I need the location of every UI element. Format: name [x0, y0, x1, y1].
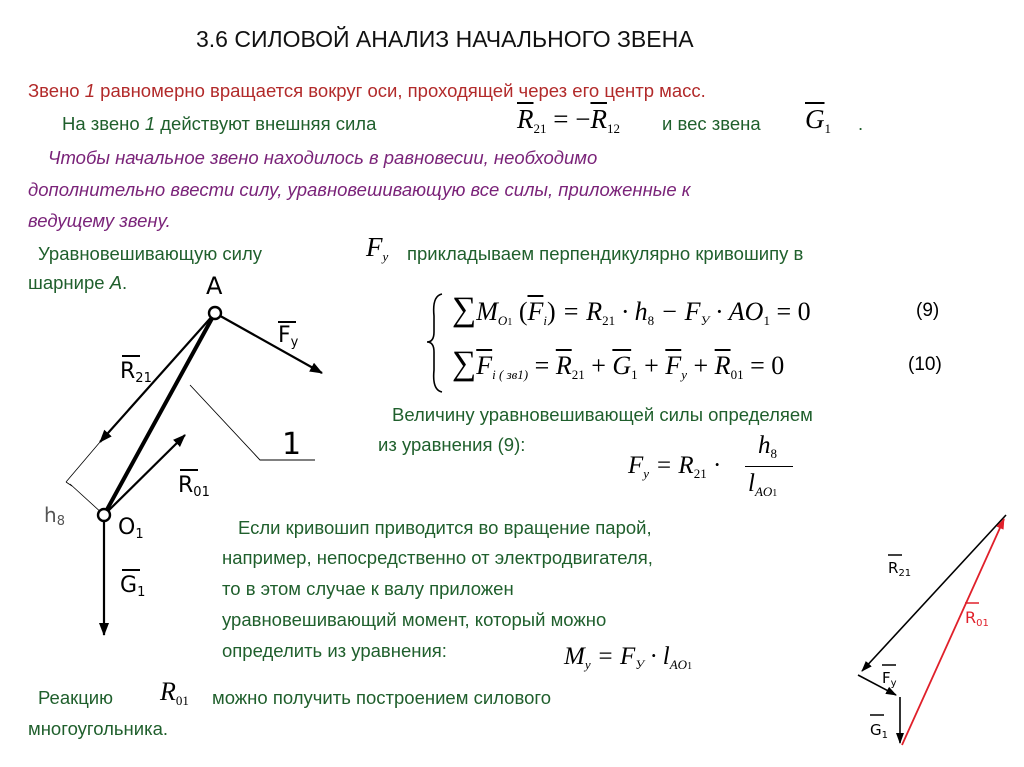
paragraph-6-line-2: например, непосредственно от электродвигателя, — [222, 547, 653, 568]
polygon-label-fy — [882, 669, 897, 689]
fy-symbol: F — [366, 232, 383, 262]
formula-fy-fraction — [628, 452, 721, 482]
eq10-f-sub: i ( зв1) — [492, 367, 529, 382]
fy-fraction-bar — [745, 466, 793, 467]
r21-subscript: 21 — [533, 121, 547, 136]
eq9-ao: · AO — [709, 297, 764, 326]
r21-symbol: $\overline{R}$ — [517, 104, 534, 134]
fy-frac-num-h: h — [758, 432, 771, 459]
fy-frac-r-sub: 21 — [693, 466, 707, 481]
label-link-1: 1 — [282, 427, 302, 462]
eq9-sum: ∑ — [452, 291, 477, 328]
polygon-label-fy-sub: y — [890, 678, 897, 689]
label-h8-h: h — [44, 503, 57, 527]
r01-arrow — [104, 435, 185, 515]
p1-text-a: Звено — [28, 80, 85, 101]
polygon-label-r21 — [888, 559, 911, 579]
label-r21 — [120, 359, 152, 386]
fy-frac-den-1: 1 — [772, 488, 778, 499]
label-o1 — [118, 515, 144, 542]
r12-symbol: $\overline{R}$ — [590, 104, 607, 134]
label-o1-sub: 1 — [135, 527, 144, 542]
p4-text-c: шарнире — [28, 272, 110, 293]
eq9-m: M — [476, 297, 498, 326]
fy-frac-f-sub: y — [643, 466, 650, 481]
p2-text-a: На звено — [62, 113, 145, 134]
fy-frac-den-l: l — [748, 470, 755, 497]
fy-fraction-numerator — [758, 432, 777, 462]
label-r01-r: R — [178, 473, 194, 498]
eq9-r-sub: 21 — [602, 313, 616, 328]
eq9-h: · h — [615, 297, 648, 326]
g1-symbol: $\overline{G}$ — [805, 104, 825, 134]
label-r01 — [178, 473, 210, 500]
paragraph-6-line-5: определить из уравнения: — [222, 640, 447, 661]
label-a: A — [206, 272, 223, 300]
eq10-fy: $\overline{F}$ — [665, 351, 682, 380]
eq10-r21-sub: 21 — [571, 367, 585, 382]
eq10-f: $\overline{F}$ — [476, 351, 493, 380]
h8-tick — [66, 482, 72, 486]
polygon-r21-vector — [862, 515, 1006, 671]
polygon-label-r21-r: R — [888, 559, 899, 577]
eq9-end: = 0 — [769, 297, 811, 326]
paragraph-3-line-2: дополнительно ввести силу, уравновешивающую все силы, приложенные к — [28, 179, 691, 200]
m-y-m-sub: y — [584, 657, 591, 672]
r01-symbol: R — [160, 677, 176, 706]
r21-arrow — [100, 313, 215, 442]
label-fy-f: F — [278, 323, 291, 348]
fy-frac-den-sub — [755, 484, 777, 499]
paragraph-7-text-b: можно получить построением силового — [212, 687, 551, 708]
formula-fy — [366, 232, 388, 265]
formula-m-y — [564, 643, 692, 673]
eq10-plus-3: + — [687, 351, 715, 380]
fy-arrow — [215, 313, 322, 373]
p2-link-number: 1 — [144, 113, 156, 134]
p2-text-c: действуют внешняя сила — [155, 113, 377, 134]
polygon-label-r21-sub: 21 — [898, 568, 912, 579]
equation-10 — [452, 345, 784, 383]
label-g1 — [120, 573, 145, 600]
label-fy-sub: y — [290, 335, 299, 350]
r01-subscript: 01 — [175, 693, 189, 708]
eq10-plus-2: + — [637, 351, 666, 380]
eq10-fy-sub: y — [681, 367, 687, 382]
m-y-l-sub — [670, 657, 692, 672]
label-o1-o: O — [118, 515, 136, 540]
eq9-h-sub: 8 — [647, 313, 655, 328]
fy-subscript: y — [382, 249, 389, 264]
paragraph-2-dot: . — [858, 113, 864, 134]
label-h8-sub: 8 — [56, 514, 65, 529]
paragraph-7-text-a: Реакцию — [38, 687, 114, 708]
m-y-l-ao: AO — [669, 657, 688, 672]
eq10-r01-sub: 01 — [730, 367, 744, 382]
m-y-f: = F — [590, 643, 636, 670]
fy-frac-dot: · — [706, 452, 722, 479]
eq10-g: $\overline{G}$ — [612, 351, 632, 380]
eq9-fy-sub: У — [700, 313, 710, 328]
eq10-end: = 0 — [743, 351, 785, 380]
formula-r21-equals-r12 — [517, 104, 620, 137]
m-y-l: · l — [644, 643, 670, 670]
paragraph-4-text-b: прикладываем перпендикулярно кривошипу в — [407, 243, 804, 264]
fy-frac-f: F — [628, 452, 644, 479]
m-y-l-1: 1 — [687, 661, 693, 672]
eq10-r21: $\overline{R}$ — [555, 351, 572, 380]
paragraph-6-line-3: то в этом случае к валу приложен — [222, 578, 514, 599]
paragraph-4-text-a: Уравновешивающую силу — [38, 243, 263, 264]
eq9-m-sub — [498, 313, 512, 328]
p4-dot: . — [122, 272, 128, 293]
paragraph-6-line-1: Если кривошип приводится во вращение парой, — [238, 517, 652, 538]
p4-hinge-a: А — [109, 272, 123, 293]
eq10-sum: ∑ — [452, 345, 477, 382]
equals-minus: = − — [546, 104, 591, 134]
paragraph-1 — [28, 80, 706, 102]
label-fy — [278, 323, 299, 350]
r12-subscript: 12 — [606, 121, 620, 136]
eq10-r01: $\overline{R}$ — [714, 351, 731, 380]
polygon-label-g1 — [870, 721, 888, 741]
fy-frac-den-ao: AO — [754, 484, 773, 499]
paragraph-2-text-d: и вес звена — [662, 113, 761, 134]
paragraph-2-text-a — [62, 113, 376, 135]
paragraph-7-line-2: многоугольника. — [28, 718, 169, 739]
fy-frac-num-sub: 8 — [770, 446, 777, 461]
eq9-f-sub: i — [543, 313, 547, 328]
label-r21-r: R — [120, 359, 136, 384]
paragraph-3-line-1: Чтобы начальное звено находилось в равновесии, необходимо — [48, 147, 598, 168]
p1-text-c: равномерно вращается вокруг оси, проходящей через его центр масс. — [95, 80, 706, 101]
fy-fraction-denominator — [748, 470, 777, 500]
formula-g1 — [805, 104, 831, 137]
label-g1-g: G — [120, 573, 138, 598]
equation-9: $\sum M_{O1}$ $(\overline{F}_i) = R_{21} \cdot h_8 - F_У \cdot AO_1 = 0$ — [452, 291, 811, 328]
polygon-label-r01-r: R — [965, 608, 977, 627]
paragraph-3-line-3: ведущему звену. — [28, 210, 171, 231]
label-g1-sub: 1 — [137, 585, 146, 600]
crank-diagram — [30, 270, 340, 650]
polygon-label-g1-sub: 1 — [881, 730, 888, 741]
g1-subscript: 1 — [824, 121, 831, 136]
paragraph-5-line-2: из уравнения (9): — [378, 434, 526, 455]
eq9-f: $\overline{F}$ — [527, 297, 544, 326]
polygon-label-r01 — [965, 608, 989, 629]
fy-frac-r: = R — [649, 452, 694, 479]
eq9-r: = R — [555, 297, 603, 326]
hinge-o1 — [98, 509, 110, 521]
equation-9-number: (9) — [916, 300, 940, 321]
paragraph-6-line-4: уравновешивающий момент, который можно — [222, 609, 607, 630]
system-brace — [424, 290, 448, 395]
formula-r01 — [160, 677, 189, 709]
equation-10-number: (10) — [908, 354, 942, 375]
eq10-eq: = — [528, 351, 556, 380]
eq10-plus-1: + — [584, 351, 613, 380]
polygon-label-fy-f: F — [882, 669, 891, 687]
eq10-g-sub: 1 — [631, 367, 638, 382]
polygon-r01-vector — [902, 519, 1004, 745]
paragraph-5-line-1: Величину уравновешивающей силы определяем — [392, 404, 813, 425]
eq9-fy: − F — [654, 297, 701, 326]
m-y-m: M — [564, 643, 585, 670]
p1-link-number: 1 — [84, 80, 96, 101]
eq9-m-sub-1: 1 — [507, 317, 513, 328]
hinge-a — [209, 307, 221, 319]
eq9-ao-sub: 1 — [763, 313, 770, 328]
m-y-f-sub: У — [635, 657, 645, 672]
eq9-m-sub-o: O — [497, 313, 508, 328]
page-title: 3.6 СИЛОВОЙ АНАЛИЗ НАЧАЛЬНОГО ЗВЕНА — [196, 26, 694, 52]
force-polygon — [840, 505, 1020, 760]
label-h8 — [44, 503, 65, 529]
label-r21-sub: 21 — [135, 371, 152, 386]
polygon-label-r01-sub: 01 — [976, 618, 989, 629]
polygon-label-g1-g: G — [870, 721, 882, 739]
label-r01-sub: 01 — [193, 485, 210, 500]
h8-extension-line — [66, 442, 100, 482]
